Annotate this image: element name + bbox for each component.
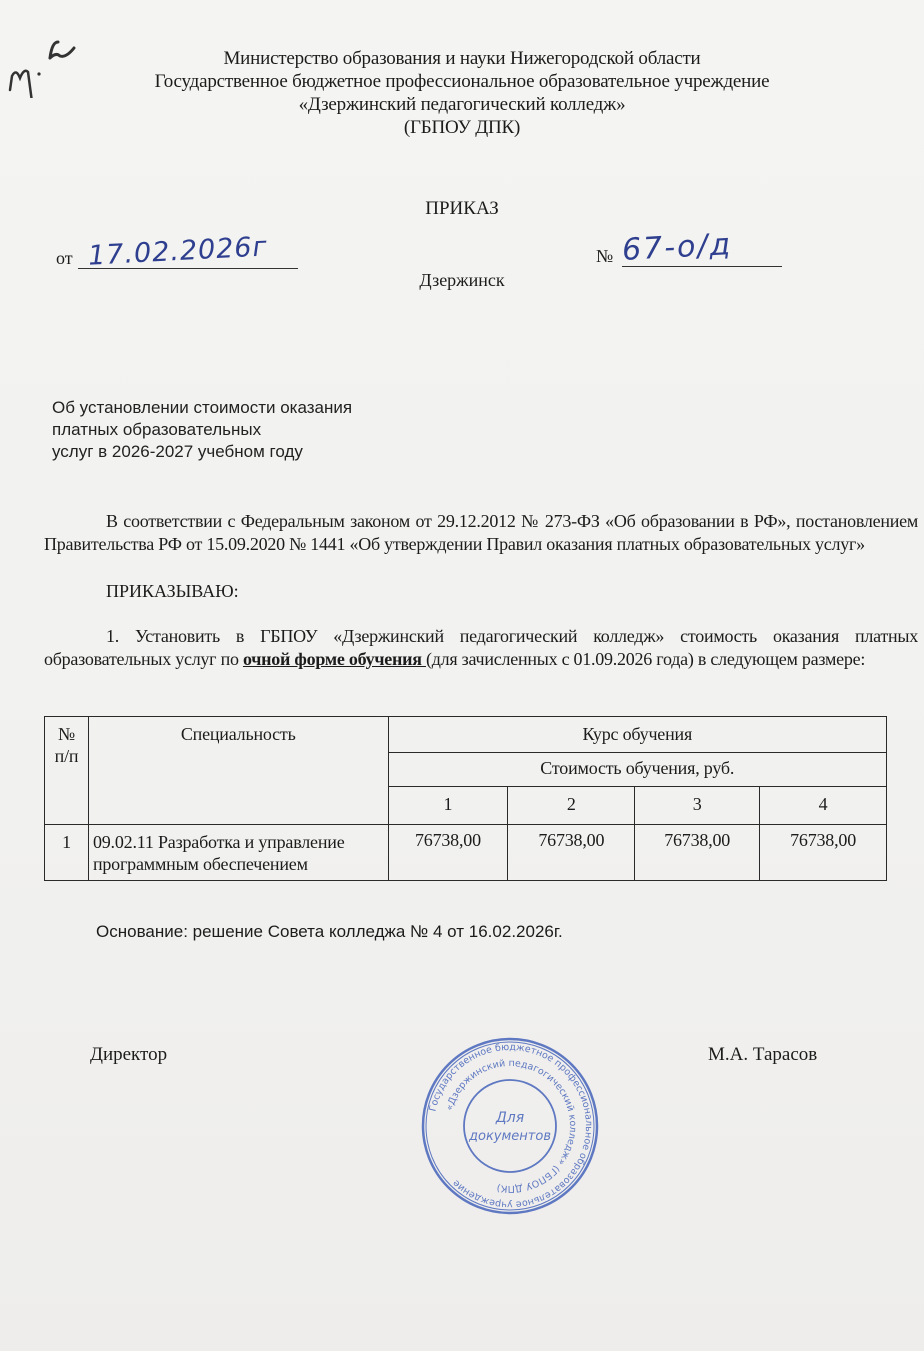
- signature-position: Директор: [90, 1044, 168, 1065]
- stamp-center-line1: Для: [495, 1110, 525, 1126]
- order-number-handwritten: 67-о/д: [621, 227, 734, 268]
- table-header-row: [45, 717, 887, 753]
- order-basis: Основание: решение Совета колледжа № 4 от 16.02.2026г.: [96, 922, 563, 941]
- header-course-1: 1: [388, 787, 508, 825]
- item-1-text: 1. Установить в ГБПОУ «Дзержинский педагогический колледж» стоимость оказания платных образовательных услуг по: [44, 626, 918, 669]
- subject-line: платных образовательных: [52, 420, 262, 439]
- subject-line: услуг в 2026-2027 учебном году: [52, 442, 303, 461]
- order-word: ПРИКАЗЫВАЮ:: [106, 581, 239, 601]
- row-cost-3: 76738,00: [635, 825, 760, 881]
- preamble-paragraph: В соответствии с Федеральным законом от 29.12.2012 № 273-ФЗ «Об образовании в РФ», постановлением Правительства РФ от 15.09.2020 № 1441 «Об утверждении Правил оказания платных образовательных услуг»: [44, 511, 918, 554]
- row-cost-4: 76738,00: [760, 825, 887, 881]
- row-cost-2: 76738,00: [508, 825, 635, 881]
- stamp-outer-text: Государственное бюджетное профессиональное образовательное учреждение: [427, 1041, 595, 1211]
- signature-name: М.А. Тарасов: [708, 1044, 818, 1065]
- row-specialty: 09.02.11 Разработка и управление программным обеспечением: [88, 825, 388, 881]
- row-num: 1: [45, 825, 89, 881]
- item-1-paragraph: [44, 625, 918, 671]
- number-label: №: [596, 246, 614, 266]
- stamp-center-line2: документов: [469, 1129, 551, 1144]
- header-specialty: Специальность: [88, 717, 388, 825]
- header-cost: Стоимость обучения, руб.: [388, 753, 887, 787]
- header-college-name: «Дзержинский педагогический колледж»: [298, 94, 626, 115]
- date-label: от: [56, 248, 73, 268]
- order-city: Дзержинск: [419, 270, 505, 290]
- table-row: [45, 825, 887, 881]
- header-ministry: Министерство образования и науки Нижегородской области: [223, 48, 701, 69]
- header-course-3: 3: [635, 787, 760, 825]
- order-date-handwritten: 17.02.2026г: [87, 231, 269, 272]
- study-form-emphasis: очной форме обучения: [242, 649, 427, 669]
- item-1-text-end: (для зачисленных с 01.09.2026 года) в следующем размере:: [426, 649, 866, 669]
- official-stamp: [420, 1036, 600, 1216]
- stamp-inner-text: «Дзержинский педагогический колледж» (ГБПОУ ДПК): [444, 1057, 579, 1195]
- fees-table: [44, 716, 887, 881]
- row-cost-1: 76738,00: [388, 825, 508, 881]
- subject-line: Об установлении стоимости оказания: [52, 398, 353, 417]
- header-num: № п/п: [45, 717, 89, 825]
- order-title: ПРИКАЗ: [425, 198, 499, 219]
- header-course-2: 2: [508, 787, 635, 825]
- order-subject: [52, 397, 352, 463]
- header-institution: Государственное бюджетное профессиональное образовательное учреждение: [154, 71, 770, 92]
- header-course: Курс обучения: [388, 717, 887, 753]
- header-course-4: 4: [760, 787, 887, 825]
- header-abbreviation: (ГБПОУ ДПК): [403, 117, 521, 138]
